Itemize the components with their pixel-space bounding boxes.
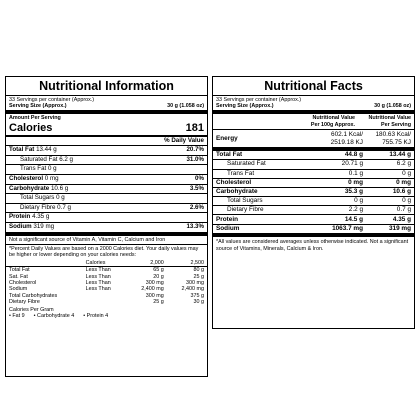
col1-header-line1: Nutritional Value — [312, 115, 355, 122]
nutrient-name: Total Sugars — [20, 194, 55, 202]
comparison-cell-c2: 2,400 mg — [181, 286, 204, 293]
facts-cell-label: Total Sugars — [213, 197, 308, 206]
nutritional-information-panel — [5, 76, 208, 377]
facts-cell-label: Total Fat — [213, 149, 308, 160]
nutrient-label — [9, 175, 59, 184]
energy-row — [213, 129, 414, 149]
comparison-cell-qual: Less Than — [85, 267, 111, 274]
facts-cell-v2: 0 g — [366, 169, 414, 178]
facts-cell-v1: 0 mg — [308, 178, 366, 187]
comparison-cell-c2: 300 mg — [186, 280, 204, 287]
nutrient-label — [20, 194, 65, 203]
panel-title: Nutritional Facts — [264, 79, 363, 93]
facts-cell-label: Saturated Fat — [213, 160, 308, 169]
comparison-cell-c1: 2,400 mg — [141, 286, 164, 293]
facts-row — [213, 197, 414, 206]
comparison-cell-label: Sodium — [9, 286, 28, 293]
nutrient-name: Trans Fat — [20, 165, 47, 173]
comparison-cell-c2: 80 g — [193, 267, 204, 274]
facts-cell-v1: 35.3 g — [308, 187, 366, 196]
cal-item-fat: • Fat 9 — [9, 313, 25, 320]
nutrient-row — [6, 155, 207, 165]
facts-cell-v2: 0 mg — [366, 178, 414, 187]
nutrient-row — [6, 193, 207, 203]
nutrient-daily-value: 0% — [195, 174, 204, 182]
energy-per-serving-kcal: 180.63 Kcal/ — [375, 130, 411, 138]
facts-cell-v1: 44.8 g — [308, 149, 366, 160]
facts-cell-v1: 20.71 g — [308, 160, 366, 169]
nutrient-name: Total Fat — [9, 146, 35, 154]
facts-cell-v1: 1063.7 mg — [308, 224, 366, 233]
col1-header — [295, 115, 355, 127]
calories-value: 181 — [185, 121, 204, 134]
calories-label: Calories — [9, 121, 53, 134]
comparison-cell-qual: Less Than — [85, 280, 111, 287]
comparison-cell-label: Total Fat — [9, 267, 30, 274]
comparison-cell-c2: 375 g — [190, 292, 204, 299]
nutrient-daily-value: 31.0% — [186, 155, 204, 163]
nutrient-label — [9, 223, 54, 232]
facts-row — [213, 169, 414, 178]
column-headers — [213, 114, 414, 128]
nutrient-name: Saturated Fat — [20, 155, 58, 163]
comparison-cell-label: Dietary Fibre — [9, 298, 40, 305]
not-significant-note: Not a significant source of Vitamin A, Vitamin C, Calcium and Iron — [9, 236, 166, 243]
comparison-cell-label: Total Carbohydrates — [9, 292, 58, 299]
calories-per-gram-label: Calories Per Gram — [9, 307, 54, 314]
serving-size-value: 30 g (1.058 oz) — [374, 103, 411, 110]
nutrient-amount: 0 g — [47, 165, 57, 173]
nutrient-name: Cholesterol — [9, 174, 44, 182]
cal-item-protein: • Protein 4 — [83, 313, 109, 320]
facts-footnote: *All values are considered averages unless otherwise indicated. Not a significant source of Vitamins, Minerals, Calcium & Iron. — [216, 239, 409, 252]
facts-cell-v2: 0.7 g — [366, 206, 414, 215]
daily-value-footnote: *Percent Daily Values are based on a 2000 Calories diet. Your daily values may be higher or lower depending on your calories needs: — [9, 245, 199, 258]
comparison-cell-c1: 2,000 — [150, 260, 164, 267]
nutrient-label — [20, 156, 73, 165]
serving-size-label: Serving Size (Approx.) — [216, 103, 274, 110]
daily-value-header-text: % Daily Value — [164, 136, 204, 144]
serving-size-value: 30 g (1.058 oz) — [167, 103, 204, 110]
comparison-cell-qual: Less Than — [85, 286, 111, 293]
servings-per-container: 33 Servings per container (Approx.) — [216, 97, 302, 103]
facts-cell-v2: 4.35 g — [366, 215, 414, 224]
nutrient-amount: 6.2 g — [59, 155, 73, 163]
facts-cell-label: Trans Fat — [213, 169, 308, 178]
comparison-header-row — [6, 260, 207, 267]
facts-cell-v2: 13.44 g — [366, 149, 414, 160]
nutrient-row — [6, 184, 207, 194]
facts-row — [213, 149, 414, 160]
nutrient-row — [6, 212, 207, 222]
nutrient-name: Sodium — [9, 222, 32, 230]
cal-item-carbohydrate: • Carbohydrate 4 — [33, 313, 75, 320]
comparison-cell-label — [6, 260, 83, 267]
serving-size-label: Serving Size (Approx.) — [9, 103, 67, 110]
comparison-cell-c2: 25 g — [193, 273, 204, 280]
nutrient-amount: 319 mg — [33, 222, 55, 230]
nutrient-row — [6, 222, 207, 232]
facts-cell-v2: 319 mg — [366, 224, 414, 233]
nutrient-daily-value: 13.3% — [186, 222, 204, 230]
nutrient-row — [6, 145, 207, 155]
comparison-cell-label: Sat. Fat — [9, 273, 28, 280]
col2-header — [355, 115, 411, 127]
nutrient-label — [20, 165, 57, 174]
nutrient-amount: 13.44 g — [36, 146, 57, 154]
nutrient-amount: 4.35 g — [32, 213, 50, 221]
nutrient-label — [9, 185, 68, 194]
facts-cell-v1: 0 g — [308, 197, 366, 206]
facts-row — [213, 160, 414, 169]
nutrient-list — [6, 145, 207, 231]
nutrient-daily-value: 2.6% — [189, 203, 204, 211]
facts-cell-v1: 14.5 g — [308, 215, 366, 224]
col2-header-line2: Per Serving — [381, 121, 411, 128]
comparison-cell-c1: 25 g — [153, 298, 164, 305]
facts-cell-v1: 2.2 g — [308, 206, 366, 215]
col2-header-line1: Nutritional Value — [368, 115, 411, 122]
comparison-cell-c2: 2,500 — [190, 260, 204, 267]
amount-per-serving-label: Amount Per Serving — [9, 115, 61, 122]
calories-per-gram-items — [6, 313, 207, 319]
servings-per-container: 33 Servings per container (Approx.) — [9, 97, 95, 103]
nutrient-name: Protein — [9, 213, 31, 221]
comparison-cell-c1: 300 mg — [145, 292, 164, 299]
comparison-row — [6, 267, 207, 274]
nutrient-amount: 0 mg — [44, 174, 59, 182]
energy-per-serving-kj: 755.75 KJ — [382, 138, 411, 146]
facts-cell-v1: 0.1 g — [308, 169, 366, 178]
comparison-cell-label: Cholesterol — [9, 280, 37, 287]
nutrient-label — [9, 146, 57, 155]
comparison-cell-c2: 30 g — [193, 298, 204, 305]
facts-cell-label: Sodium — [213, 224, 308, 233]
serving-size-row — [6, 103, 207, 110]
daily-value-comparison-table — [6, 260, 207, 305]
facts-row — [213, 206, 414, 215]
energy-per-100g-kj: 2519.18 KJ — [330, 138, 363, 146]
energy-label: Energy — [213, 129, 308, 149]
facts-row — [213, 187, 414, 196]
facts-cell-v2: 6.2 g — [366, 160, 414, 169]
comparison-cell-c1: 300 mg — [145, 280, 164, 287]
nutrition-facts-table — [213, 129, 414, 234]
col1-header-line2: Per 100g Approx. — [310, 121, 355, 128]
comparison-cell-c1: 20 g — [153, 273, 164, 280]
facts-cell-label: Cholesterol — [213, 178, 308, 187]
energy-per-100g-kcal: 602.1 Kcal/ — [331, 130, 363, 138]
nutritional-facts-panel — [212, 76, 415, 329]
nutrient-row — [6, 203, 207, 213]
facts-cell-label: Dietary Fibre — [213, 206, 308, 215]
nutrient-amount: 10.6 g — [50, 184, 69, 192]
facts-row — [213, 215, 414, 224]
energy-per-100g — [308, 129, 366, 149]
facts-row — [213, 178, 414, 187]
nutrient-label — [9, 213, 49, 222]
facts-row — [213, 224, 414, 233]
nutrient-row — [6, 164, 207, 174]
comparison-cell-qual: Calories — [85, 260, 106, 267]
facts-cell-v2: 0 g — [366, 197, 414, 206]
facts-cell-label: Carbohydrate — [213, 187, 308, 196]
panel-title: Nutritional Information — [39, 79, 174, 93]
nutrient-name: Dietary Fibre — [20, 203, 56, 211]
nutrient-row — [6, 174, 207, 184]
energy-per-serving — [366, 129, 414, 149]
nutrient-daily-value: 20.7% — [186, 146, 204, 154]
comparison-cell-qual: Less Than — [85, 273, 111, 280]
comparison-cell-c1: 65 g — [153, 267, 164, 274]
nutrient-amount: 0 g — [56, 194, 65, 202]
nutrient-label — [20, 204, 71, 213]
facts-cell-v2: 10.6 g — [366, 187, 414, 196]
daily-value-header — [6, 137, 207, 146]
nutrient-amount: 0.7 g — [57, 203, 71, 211]
nutrient-name: Carbohydrate — [9, 184, 50, 192]
nutrient-daily-value: 3.5% — [189, 184, 204, 192]
calories-row — [6, 122, 207, 135]
serving-size-row — [213, 103, 414, 110]
facts-cell-label: Protein — [213, 215, 308, 224]
